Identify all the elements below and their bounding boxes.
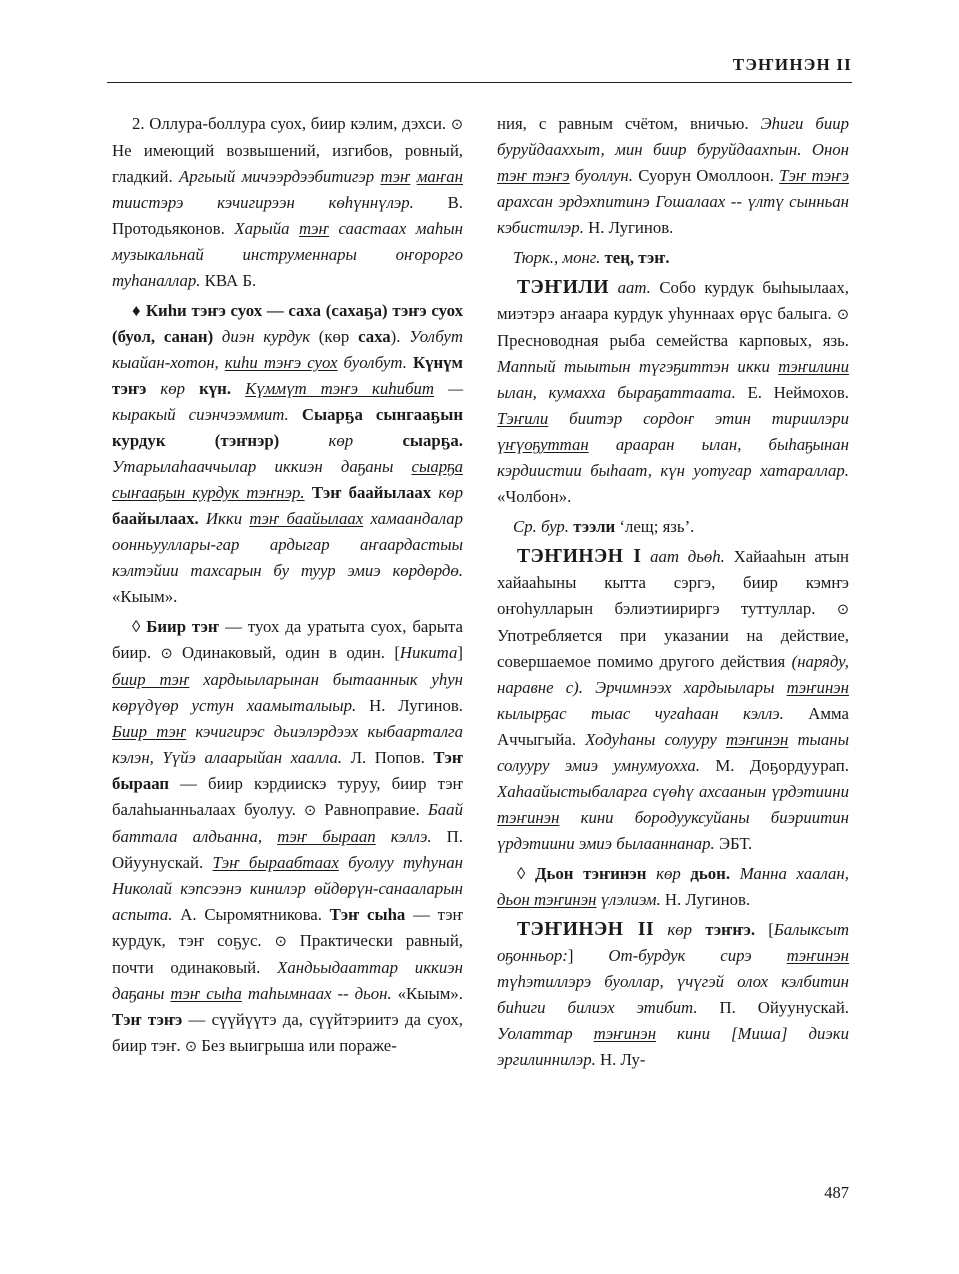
sense-marker-icon: ⊙ — [450, 117, 463, 133]
idiom-paragraph: ◊ Дьон тэҥинэн көр дьон. Манна хаалан, дьон тэҥинэн үлэлиэм. Н. Лугинов. — [497, 864, 849, 909]
headword: ТЭҤИНЭН I — [517, 546, 642, 567]
sense-marker-icon: ⊙ — [274, 934, 287, 950]
phraseology-paragraph: ♦ Киһи тэҥэ суох — саха (сахаҕа) тэҥэ суох (буол, санан) диэн курдук (көр саха). Уолбут кыайан-хотон, киһи тэҥэ суох буолбут. Күнүм тэҥэ көр күн. Күммүт тэҥэ киһибит — кыракый сиэнчээммит. Сыарҕа сынгааҕын курдук (тэҥнэр) көр сыарҕа. Утарылаһааччылар иккиэн даҕаны сыарҕа сыҥааҕын курдук тэҥнэр. Тэҥ баайылаах көр баайылаах. Икки тэҥ баайылаах хамаандалар оонньууллары-гар ардыгар аҥаардастыы кэлтэйии тахсарын бу туур эмиэ көрдөрдө. «Кыым». — [112, 301, 464, 606]
page-number: 487 — [824, 1183, 849, 1202]
continuation-paragraph: ния, с равным счётом, вничью. Эһиги биир буруйдааххыт, мин биир буруйдаахпын. Онон тэҥ тэҥэ буоллун. Суорун Омоллоон. Тэҥ тэҥэ арахсан эрдэхпитинэ Гошалаах -- үлтү сынньан кэбистилэр. Н. Лугинов. — [497, 114, 849, 237]
entry-teninen-2: ТЭҤИНЭН II көр тэҥҥэ. [Балыксыт оҕонньор:] От-бурдук сирэ тэҥинэн түһэтиллэрэ буоллар, үчүгэй олох кэлбитин биһиги билиэх этибит. П. Ойуунускай. Уолаттар тэҥинэн кини [Миша] диэки эргилиннилэр. Н. Лу- — [497, 919, 850, 1069]
sense-marker-icon: ⊙ — [160, 646, 173, 662]
idiom-paragraph: ◊ Биир тэҥ — туох да уратыта суох, барыта биир. ⊙ Одинаковый, один в один. [Никита] биир тэҥ хардыыларынан бытааннык уһун көрүдүөр устун хаамыталыыр. Н. Лугинов. Биир тэҥ кэчигирэс дьиэлэрдээх кыбаарталга кэлэн, Үүйэ алаарыйан хаалла. Л. Попов. Тэҥ быраап — биир кэрдиискэ туруу, биир тэҥ балаһыанньалаах буолуу. ⊙ Равноправие. Баай баттала алдьанна, тэҥ быраап кэллэ. П. Ойуунускай. Тэҥ быраабтаах буолуу туһунан Николай кэпсээнэ кинилэр өйдөрүн-санааларын аспыта. А. Сыромятникова. Тэҥ сыһа — тэҥ курдук, тэҥ соҕус. ⊙ Практически равный, почти одинаковый. Хандьыдааттар иккиэн даҕаны тэҥ сыһа таһымнаах -- дьон. «Кыым». Тэҥ тэҥэ — сүүйүүтэ да, сүүйтэриитэ да суох, биир тэҥ. ⊙ Без выигрыша или пораже- — [112, 617, 464, 1055]
sense-marker-icon: ⊙ — [836, 307, 849, 323]
header-rule — [107, 82, 852, 83]
diamond-icon: ♦ — [132, 301, 142, 320]
etymology-paragraph: Тюрк., монг. тең, тэҥ. — [513, 248, 670, 267]
left-column — [112, 111, 463, 1064]
sense-marker-icon: ⊙ — [303, 803, 317, 819]
headword: ТЭҤИНЭН II — [517, 919, 655, 940]
sense-marker-icon: ⊙ — [184, 1039, 198, 1055]
lozenge-icon: ◊ — [132, 617, 141, 636]
running-head: ТЭҤИНЭН II — [732, 55, 852, 74]
lozenge-icon: ◊ — [517, 864, 526, 883]
right-column — [497, 111, 849, 1077]
headword: ТЭҤИЛИ — [517, 277, 610, 298]
etymology-paragraph: Ср. бур. тээли ‘лещ; язь’. — [513, 517, 695, 536]
sense-marker-icon: ⊙ — [836, 602, 849, 618]
entry-teninen-1: ТЭҤИНЭН I аат дьөһ. Хайааһын атын хайааһыны кытта сэргэ, биир кэмҥэ оҥоһулларын бэлиэтиириргэ туттуллар. ⊙ Употребляется при указании на действие, совершаемое помимо другого действия (наряду, наравне с). Эрчимнээх хардыылары тэҥинэн кылырҕас тыас чугаһаан кэллэ. Амма Аччыгыйа. Ходуһаны солууру тэҥинэн тыаны солууру эмиэ умнумуохха. М. Доҕордуурап. Хаһаайыстыбаларга сүөһү ахсаанын үрдэтиини тэҥинэн кини бородууксуйаны биэриитин үрдэтиини эмиэ былааннанар. ЭБТ. — [497, 546, 850, 853]
entry-tengili: ТЭҤИЛИ аат. Собо курдук быһыылаах, миэтэрэ аҥаара курдук уһуннаах өрүс балыга. ⊙ Пресноводная рыба семейства карповых, язь. Маппый тыытын түгэҕиттэн икки тэҥилини ылан, кумахха быраҕаттаата. Е. Неймохов. Тэҥили биитэр сордоҥ этин тириилэри үҥүоҕуттан арааран ылан, быһаҕынан кэрдиистии быһаат, күн уотугар хатараллар. «Чолбон». — [497, 277, 849, 506]
sense-2-paragraph: 2. Оллура-боллура суох, биир кэлим, дэхси. ⊙ Не имеющий возвышений, изгибов, ровный, гладкий. Аргыый мичээрдээбитигэр тэҥ маҥан тиистэрэ кэчигирээн көһүннүлэр. В. Протодьяконов. Харыйа тэҥ саастаах маһын музыкальнай инструменнары оҥорорго туһаналлар. КВА Б. — [112, 114, 463, 290]
